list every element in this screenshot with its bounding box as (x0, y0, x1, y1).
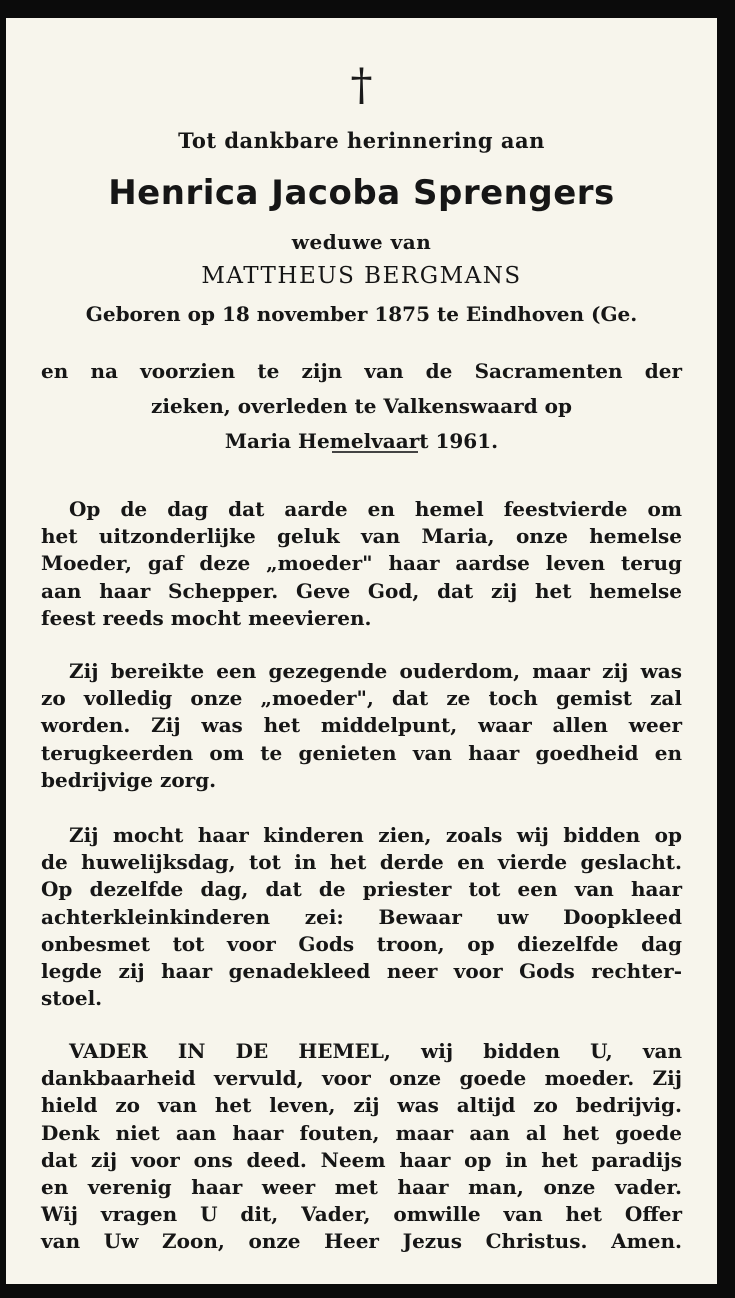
text-line: Zij mocht haar kinderen zien, zoals wij bidden op (69, 823, 682, 847)
text-line: Wij vragen U dit, Vader, omwille van het Offer (41, 1202, 682, 1227)
text-line: de huwelijksdag, tot in het derde en vierde geslacht. (41, 850, 682, 875)
paragraph-3 (41, 822, 682, 1012)
text-line: Op de dag dat aarde en hemel feestvierde om (69, 497, 682, 521)
widow-of-line: weduwe van (291, 230, 432, 254)
text-line: van Uw Zoon, onze Heer Jezus Christus. Amen. (41, 1229, 682, 1254)
sacrament-line: en na voorzien te zijn van de Sacramenten der (41, 359, 682, 383)
text-line: dankbaarheid vervuld, voor onze goede moeder. Zij (41, 1066, 682, 1091)
memorial-card (6, 18, 717, 1284)
paragraph-2 (41, 658, 682, 794)
text-line: stoel. (41, 986, 103, 1011)
husband-name: MATTHEUS BERGMANS (201, 263, 522, 289)
sacrament-line: zieken, overleden te Valkenswaard op (151, 394, 572, 418)
text-line: Moeder, gaf deze „moeder" haar aardse leven terug (41, 551, 682, 576)
text-line: het uitzonderlijke geluk van Maria, onze hemelse (41, 524, 682, 549)
text-line: en verenig haar weer met haar man, onze vader. (41, 1175, 682, 1200)
sacrament-line: Maria Hemelvaart 1961. (224, 429, 499, 453)
cross-icon: † (350, 60, 373, 111)
birth-line: Geboren op 18 november 1875 te Eindhoven (Ge. (85, 302, 638, 326)
paragraph-1 (41, 496, 682, 632)
text-line: legde zij haar genadekleed neer voor Gods rechter- (41, 959, 682, 984)
paragraph-4 (41, 1038, 682, 1256)
text-line: Op dezelfde dag, dat de priester tot een van haar (41, 877, 682, 902)
intro-line: Tot dankbare herinnering aan (178, 128, 545, 153)
text-line: worden. Zij was het middelpunt, waar allen weer (41, 713, 682, 738)
text-line: feest reeds mocht meevieren. (41, 605, 372, 630)
text-line: terugkeerden om te genieten van haar goedheid en (41, 740, 682, 765)
deceased-name: Henrica Jacoba Sprengers (108, 173, 615, 213)
text-line: Denk niet aan haar fouten, maar aan al het goede (41, 1120, 682, 1145)
text-line: zo volledig onze „moeder", dat ze toch gemist zal (41, 686, 682, 711)
text-line: dat zij voor ons deed. Neem haar op in het paradijs (41, 1147, 682, 1172)
text-line: bedrijvige zorg. (41, 767, 217, 792)
text-line: achterkleinkinderen zei: Bewaar uw Doopkleed (41, 904, 682, 929)
text-line: onbesmet tot voor Gods troon, op diezelfde dag (41, 931, 682, 956)
text-line: hield zo van het leven, zij was altijd zo bedrijvig. (41, 1093, 682, 1118)
text-line: VADER IN DE HEMEL, wij bidden U, van (69, 1039, 682, 1063)
divider-rule (332, 451, 418, 453)
text-line: Zij bereikte een gezegende ouderdom, maar zij was (69, 659, 682, 683)
text-line: aan haar Schepper. Geve God, dat zij het hemelse (41, 578, 682, 603)
